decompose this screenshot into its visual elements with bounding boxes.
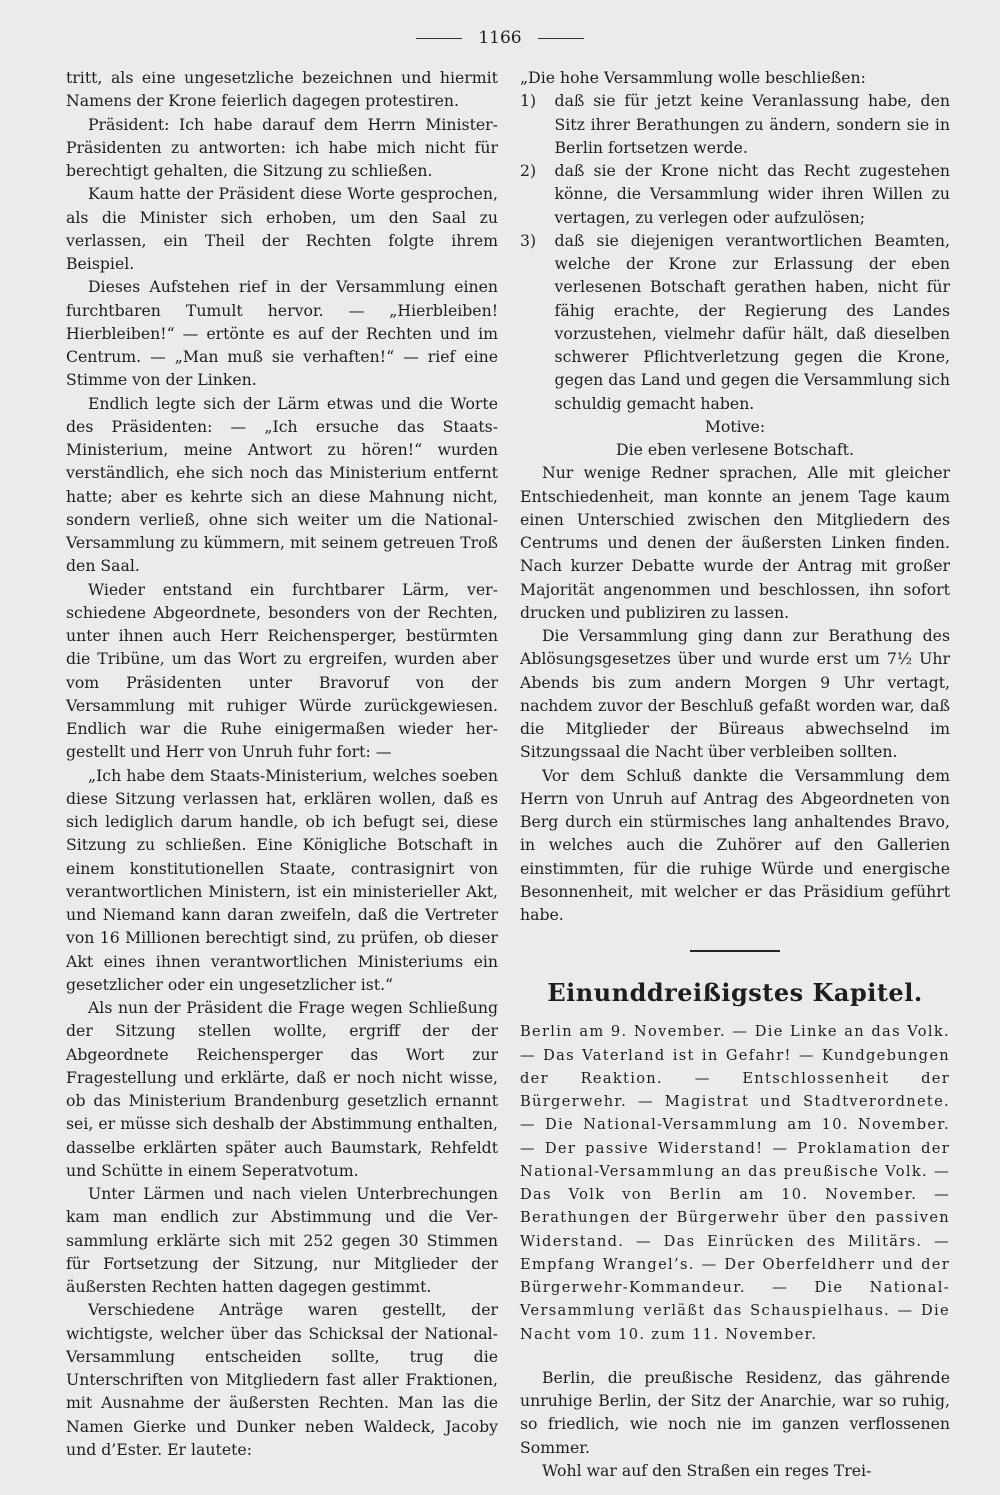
chapter-title: Einunddreißigstes Kapitel. (547, 978, 923, 1008)
quoted-speech: „Ich habe dem Staats-Ministerium, welches soeben diese Sitzung verlassen hat, erklären wollen, daß es sich lediglich darum handle, ob ich befugt sei, diese Sitzung zu schließen. Eine Königliche Botschaft in einem konstitutionellen Staate, contrasignirt von verantwortlichen Ministern, ist ein ministerieller Akt, und Niemand kann daran zweifeln, daß die Vertreter von 16 Millionen berechtigt sind, zu prüfen, ob dieser Akt eines ihnen verantwortlichen Ministeriums ein gesetzlicher oder ein ungesetzlicher ist.“ (66, 765, 498, 994)
paragraph: Wieder entstand ein furchtbarer Lärm, verschiedene Abgeordnete, besonders von der Rechten, unter ihnen auch Herr Reichensperger, bestürmten die Tribüne, um das Wort zu ergreifen, wurden aber vom Präsidenten unter Bravoruf von der Versammlung mit ruhiger Würde zurückgewiesen. Endlich war die Ruhe einigermaßen wieder hergestellt und Herr von Unruh fuhr fort: — (66, 579, 498, 762)
paragraph: Unter Lärmen und nach vielen Unterbrechungen kam man endlich zur Abstimmung und die Versammlung erklärte sich mit 252 gegen 30 Stimmen für Fortsetzung der Sitzung, nur Mitglieder der äußersten Rechten hatten dagegen gestimmt. (66, 1184, 498, 1296)
left-column (66, 66, 498, 1461)
paragraph: Berlin, die preußische Residenz, das gährende unruhige Berlin, der Sitz der Anarchie, war so ruhig, so friedlich, wie noch nie im ganzen verflossenen Sommer. (520, 1367, 950, 1457)
paragraph: Präsident: Ich habe darauf dem Herrn Minister-Präsidenten zu antworten: ich habe mich nicht für berechtigt gehalten, die Sitzung zu schließen. (66, 114, 498, 180)
motion-intro: „Die hohe Versammlung wolle beschließen: (520, 68, 866, 87)
paragraph: Die Versammlung ging dann zur Berathung des Ablösungsgesetzes über und wurde erst um 7½ Uhr Abends bis zum andern Morgen 9 Uhr vertagt, nachdem zuvor der Beschluß gefaßt worden war, daß die Mitglieder der Büreaus abwechselnd im Sitzungssaal die Nacht über verbleiben sollten. (520, 626, 950, 762)
page-header (0, 28, 1000, 48)
chapter-summary: Berlin am 9. November. — Die Linke an das Volk. — Das Vaterland ist in Gefahr! — Kundgebungen der Reaktion. — Entschlossenheit der Bürgerwehr. — Magistrat und Stadtverordnete. — Die National-Versammlung am 10. November. — Der passive Widerstand! — Proklamation der National-Versammlung an das preußische Volk. — Das Volk von Berlin am 10. November. — Berathungen der Bürgerwehr über den passiven Widerstand. — Das Einrücken des Militärs. — Empfang Wrangel’s. — Der Oberfeldherr und der Bürgerwehr-Kommandeur. — Die National-Versammlung verläßt das Schauspielhaus. — Die Nacht vom 10. zum 11. November. (520, 1023, 950, 1343)
motion-item-text: daß sie für jetzt keine Veranlassung habe, den Sitz ihrer Berathungen zu ändern, sondern sie in Berlin fortsetzen werde. (554, 91, 950, 157)
motion-item-number: 3) (520, 230, 537, 250)
section-divider (690, 950, 780, 952)
motion-item-number: 1) (520, 91, 537, 111)
motive-text: Die eben verlesene Botschaft. (616, 440, 854, 459)
header-rule-right (538, 38, 584, 39)
paragraph: Kaum hatte der Präsident diese Worte gesprochen, als die Minister sich erhoben, um den Saal zu verlassen, ein Theil der Rechten folgte ihrem Beispiel. (66, 184, 498, 273)
paragraph: Verschiedene Anträge waren gestellt, der wichtigste, welcher über das Schicksal der National-Versammlung entscheiden sollte, trug die Unterschriften von Mitgliedern fast aller Fraktionen, mit Ausnahme der äußersten Rechten. Man las die Namen Gierke und Dunker neben Waldeck, Jacoby und d’Ester. Er lautete: (66, 1300, 498, 1459)
header-rule-left (416, 38, 462, 39)
paragraph: Dieses Aufstehen rief in der Versammlung einen furchtbaren Tumult hervor. — „Hierbleiben! Hierbleiben!“ — ertönte es auf der Rechten und im Centrum. — „Man muß sie verhaften!“ — rief eine Stimme von der Linken. (66, 277, 498, 390)
motion-item-text: daß sie diejenigen verantwortlichen Beamten, welche der Krone zur Erlassung der eben verlesenen Botschaft gerathen haben, nicht für fähig erachte, der Regierung des Landes vorzustehen, vielmehr dafür hält, daß dieselben schwerer Pflichtverletzung gegen die Krone, gegen das Land und gegen die Versammlung sich schuldig gemacht haben. (554, 230, 950, 413)
paragraph: tritt, als eine ungesetzliche bezeichnen und hiermit Namens der Krone feierlich dagegen protestiren. (66, 68, 498, 111)
paragraph: Nur wenige Redner sprachen, Alle mit gleicher Entschiedenheit, man konnte an jenem Tage kaum einen Unterschied zwischen den Mitgliedern des Centrums und denen der äußersten Linken finden. Nach kurzer Debatte wurde der Antrag mit großer Majorität angenommen und beschlossen, ihn sofort drucken und publiziren zu lassen. (520, 463, 950, 622)
right-column (520, 66, 950, 1482)
motion-item (520, 229, 950, 415)
motion-item (520, 89, 950, 159)
motion-item-number: 2) (520, 161, 537, 180)
motion-item-text: daß sie der Krone nicht das Recht zugestehen könne, die Versammlung wider ihren Willen zu vertagen, zu verlegen oder aufzulösen; (554, 161, 950, 227)
motion-item (520, 159, 950, 229)
paragraph: Als nun der Präsident die Frage wegen Schließung der Sitzung stellen wollte, ergriff der der Abgeordnete Reichensperger das Wort zur Fragestellung und erklärte, daß er noch nicht wisse, ob das Ministerium Brandenburg gesetzlich ernannt sei, er müsse sich deshalb der Abstimmung enthalten, dasselbe erklärten später auch Baumstark, Rehfeldt und Schütte in einem Seperatvotum. (66, 998, 498, 1180)
paragraph: Vor dem Schluß dankte die Versammlung dem Herrn von Unruh auf Antrag des Abgeordneten von Berg durch ein stürmisches lang anhaltendes Bravo, in welches auch die Zuhörer auf den Gallerien einstimmten, für die ruhige Würde und energische Besonnenheit, mit welcher er das Präsidium geführt habe. (520, 765, 950, 924)
motive-label: Motive: (704, 416, 766, 436)
paragraph: Wohl war auf den Straßen ein reges Trei- (541, 1460, 872, 1480)
page-number: 1166 (478, 28, 522, 48)
paragraph: Endlich legte sich der Lärm etwas und die Worte des Präsidenten: — „Ich ersuche das Staats-Ministerium, meine Antwort zu hören!“ wurden verständlich, ehe sich noch das Ministerium entfernt hatte; aber es kehrte sich an diese Mahnung nicht, sondern verließ, ohne sich weiter um die National-Versammlung zu kümmern, mit seinem getreuen Troß den Saal. (66, 393, 498, 576)
